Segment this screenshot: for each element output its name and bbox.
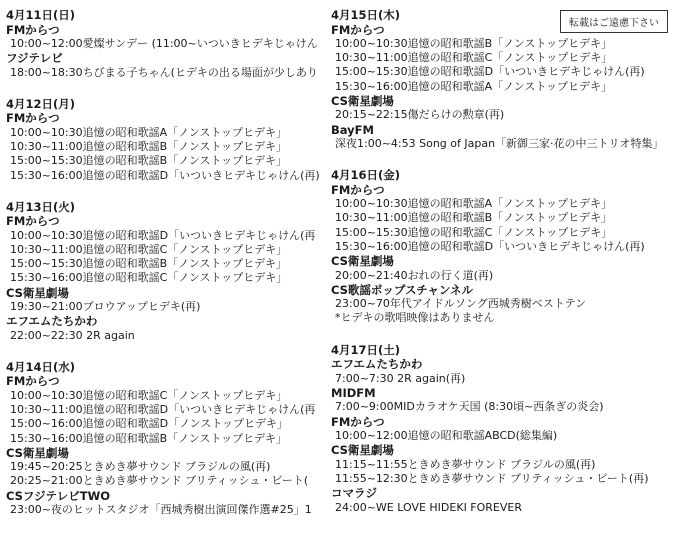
day-heading: 4月14日(水) (6, 359, 76, 374)
day-heading: 4月11日(日) (6, 8, 76, 22)
program-entry: 11:15~11:55ときめき夢サウンド ブラジルの風(再) (335, 457, 596, 471)
station-name: MIDFM (331, 385, 376, 400)
station-name: CS衛星劇場 (331, 443, 394, 458)
station-name: CS衛星劇場 (6, 445, 69, 460)
station-name: FMからつ (331, 414, 385, 429)
day-section (6, 8, 326, 80)
day-section (6, 97, 326, 183)
day-section (331, 343, 676, 515)
program-entry: 11:55~12:30ときめき夢サウンド ブリティッシュ・ビート(再) (335, 471, 649, 485)
station-name: CS衛星劇場 (6, 285, 69, 300)
program-entry: 18:00~18:30ちびまる子ちゃん(ヒデキの出る場面が少しあり (10, 65, 318, 79)
day-section (6, 360, 326, 517)
program-entry: 22:00~22:30 2R again (10, 328, 135, 342)
day-heading: 4月17日(土) (331, 342, 401, 357)
program-entry: 10:00~10:30追憶の昭和歌謡A「ノンストップヒデキ」 (335, 197, 613, 211)
station-name: CSフジテレビTWO (6, 488, 111, 503)
day-heading: 4月13日(火) (6, 199, 76, 214)
schedule-column-left (6, 8, 326, 534)
station-name: CS衛星劇場 (331, 254, 394, 269)
day-heading: 4月16日(金) (331, 168, 401, 183)
program-entry: 15:00~15:30追憶の昭和歌謡B「ノンストップヒデキ」 (10, 257, 288, 271)
station-name: コマラジ (331, 486, 377, 501)
program-entry: 15:30~16:00追憶の昭和歌謡D「いついきヒデキじゃけん(再) (10, 168, 320, 182)
program-entry: *ヒデキの歌唱映像はありません (335, 311, 495, 325)
program-entry: 10:00~10:30追憶の昭和歌謡D「いついきヒデキじゃけん(再 (10, 228, 316, 242)
program-entry: 7:00~7:30 2R again(再) (335, 371, 466, 385)
program-entry: 20:25~21:00ときめき夢サウンド ブリティッシュ・ビート( (10, 474, 309, 488)
program-entry: 10:30~11:00追憶の昭和歌謡C「ノンストップヒデキ」 (335, 51, 613, 65)
station-name: FMからつ (6, 374, 60, 389)
station-name: CS歌謡ポップスチャンネル (331, 282, 474, 297)
program-entry: 15:00~15:30追憶の昭和歌謡B「ノンストップヒデキ」 (10, 154, 288, 168)
program-entry: 15:00~16:00追憶の昭和歌謡D「ノンストップヒデキ」 (10, 417, 288, 431)
station-name: FMからつ (6, 22, 60, 37)
program-entry: 10:30~11:00追憶の昭和歌謡B「ノンストップヒデキ」 (10, 140, 288, 154)
program-entry: 19:45~20:25ときめき夢サウンド ブラジルの風(再) (10, 460, 271, 474)
program-entry: 10:00~10:30追憶の昭和歌謡B「ノンストップヒデキ」 (335, 37, 613, 50)
station-name: BayFM (331, 122, 374, 137)
program-entry: 15:00~15:30追憶の昭和歌謡C「ノンストップヒデキ」 (335, 225, 613, 239)
day-heading: 4月12日(月) (6, 96, 76, 111)
program-entry: 24:00~WE LOVE HIDEKI FOREVER (335, 500, 522, 514)
program-entry: 10:30~11:00追憶の昭和歌謡D「いついきヒデキじゃけん(再 (10, 403, 316, 417)
station-name: CS衛星劇場 (331, 93, 394, 108)
day-section (331, 168, 676, 325)
program-entry: 23:00~夜のヒットスタジオ「西城秀樹出演回傑作選#25」1 (10, 503, 312, 517)
program-entry: 10:00~12:00愛燦サンデー (11:00~いついきヒデキじゃけん (10, 37, 318, 50)
program-entry: 15:30~16:00追憶の昭和歌謡B「ノンストップヒデキ」 (10, 431, 288, 445)
program-entry: 10:00~10:30追憶の昭和歌謡A「ノンストップヒデキ」 (10, 125, 288, 139)
program-entry: 15:00~15:30追憶の昭和歌謡D「いついきヒデキじゃけん(再) (335, 65, 645, 79)
station-name: エフエムたちかわ (6, 314, 98, 329)
program-entry: 10:30~11:00追憶の昭和歌謡C「ノンストップヒデキ」 (10, 242, 288, 256)
program-entry: 10:00~10:30追憶の昭和歌謡C「ノンストップヒデキ」 (10, 388, 288, 402)
program-entry: 10:30~11:00追憶の昭和歌謡B「ノンストップヒデキ」 (335, 211, 613, 225)
station-name: エフエムたちかわ (331, 357, 423, 372)
day-section (6, 200, 326, 343)
station-name: FMからつ (331, 22, 385, 37)
program-entry: 10:00~12:00追憶の昭和歌謡ABCD(総集編) (335, 429, 558, 443)
program-entry: 7:00~9:00MIDカラオケ天国 (8:30頃~西条ぎの炎会) (335, 400, 604, 414)
day-section (331, 8, 676, 151)
schedule-column-right (331, 8, 676, 532)
station-name: FMからつ (331, 182, 385, 197)
program-entry: 23:00~70年代アイドルソング西城秀樹ベストテン (335, 297, 587, 311)
program-entry: 19:30~21:00ブロウアップヒデキ(再) (10, 300, 201, 314)
no-repost-notice: 転載はご遠慮下さい (560, 10, 668, 33)
program-entry: 15:30~16:00追憶の昭和歌謡A「ノンストップヒデキ」 (335, 79, 613, 93)
station-name: FMからつ (6, 111, 60, 126)
program-entry: 15:30~16:00追憶の昭和歌謡C「ノンストップヒデキ」 (10, 271, 288, 285)
station-name: フジテレビ (6, 51, 63, 66)
program-entry: 深夜1:00~4:53 Song of Japan「新御三家·花の中三トリオ特集」 (335, 137, 664, 151)
program-entry: 20:15~22:15傷だらけの勲章(再) (335, 108, 505, 122)
station-name: FMからつ (6, 214, 60, 229)
program-entry: 20:00~21:40おれの行く道(再) (335, 268, 494, 282)
program-entry: 15:30~16:00追憶の昭和歌謡D「いついきヒデキじゃけん(再) (335, 239, 645, 253)
day-heading: 4月15日(木) (331, 8, 401, 22)
